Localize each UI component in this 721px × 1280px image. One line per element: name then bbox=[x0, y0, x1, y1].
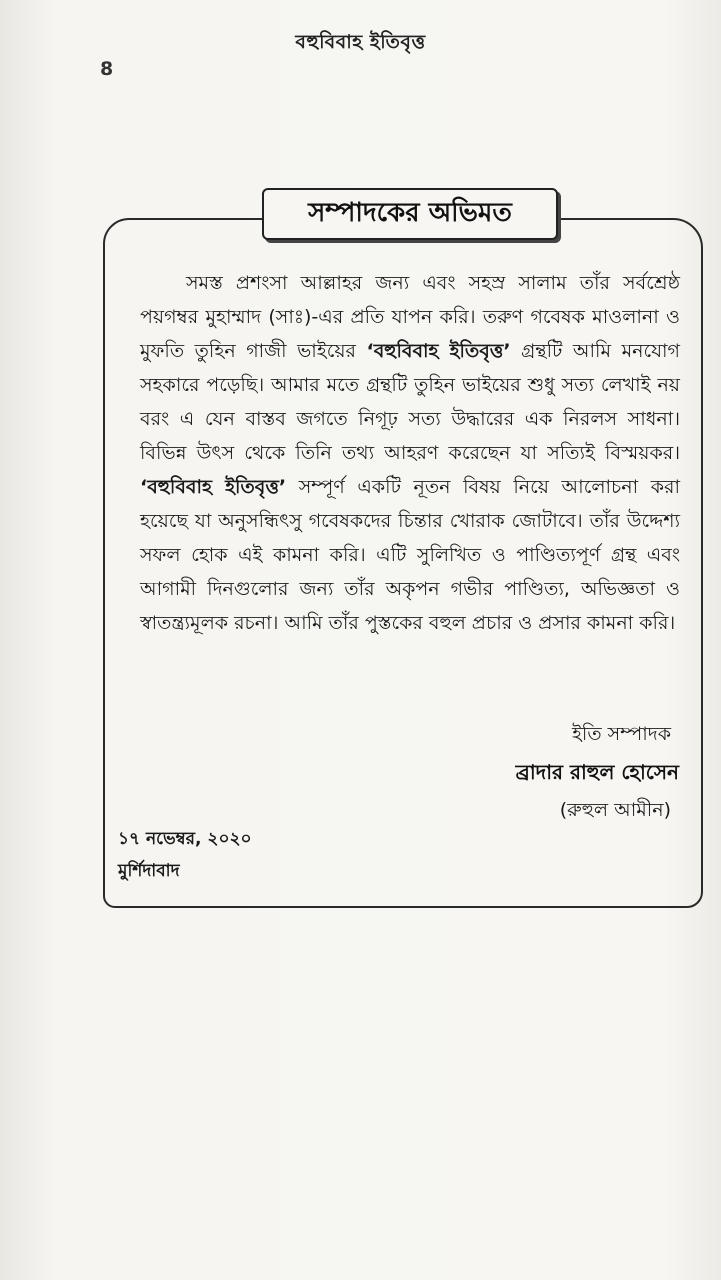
section-title: সম্পাদকের অভিমত bbox=[262, 188, 558, 240]
editor-opinion-text bbox=[140, 266, 680, 640]
text-part-2: গ্রন্থটি আমি মনযোগ সহকারে পড়েছি। আমার মতে গ্রন্থটি তুহিন ভাইয়ের শুধু সত্য লেখাই নয় বরং এ যেন বাস্তব জগতে নিগূঢ় সত্য উদ্ধারের এক নিরলস সাধনা। বিভিন্ন উৎস থেকে তিনি তথ্য আহরণ করেছেন যা সত্যিই বিস্ময়কর। bbox=[140, 340, 681, 464]
text-part-3: সম্পূর্ণ একটি নূতন বিষয় নিয়ে আলোচনা করা হয়েছে যা অনুসন্ধিৎসু গবেষকদের চিন্তার খোরাক জোটাবে। তাঁর উদ্দেশ্য সফল হোক এই কামনা করি। এটি সুলিখিত ও পাণ্ডিত্যপূর্ণ গ্রন্থ এবং আগামী দিনগুলোর জন্য তাঁর অকৃপন গভীর পাণ্ডিত্য, অভিজ্ঞতা ও স্বাতন্ত্র্যমূলক রচনা। আমি তাঁর পুস্তকের বহুল প্রচার ও প্রসার কামনা করি। bbox=[140, 476, 680, 634]
page-number: 8 bbox=[100, 58, 114, 80]
book-title: ‘বহুবিবাহ ইতিবৃত্ত’ bbox=[366, 340, 511, 362]
signature-role: ইতি সম্পাদক bbox=[572, 723, 671, 745]
place: মুর্শিদাবাদ bbox=[118, 861, 180, 881]
signature-alias: (রুহুল আমীন) bbox=[559, 799, 671, 821]
text-part-1: সমস্ত প্রশংসা আল্লাহর জন্য এবং সহস্র সালাম তাঁর সর্বশ্রেষ্ঠ পয়গম্বর মুহাম্মাদ (সাঃ)-এর প্রতি যাপন করি। তরুণ গবেষক মাওলানা ও মুফতি তুহিন গাজী ভাইয়ের bbox=[140, 272, 680, 362]
running-head: বহুবিবাহ ইতিবৃত্ত bbox=[295, 31, 426, 53]
signature-name: ব্রাদার রাহুল হোসেন bbox=[515, 760, 679, 784]
date: ১৭ নভেম্বর, ২০২০ bbox=[118, 829, 252, 849]
book-title: ‘বহুবিবাহ ইতিবৃত্ত’ bbox=[140, 476, 287, 498]
